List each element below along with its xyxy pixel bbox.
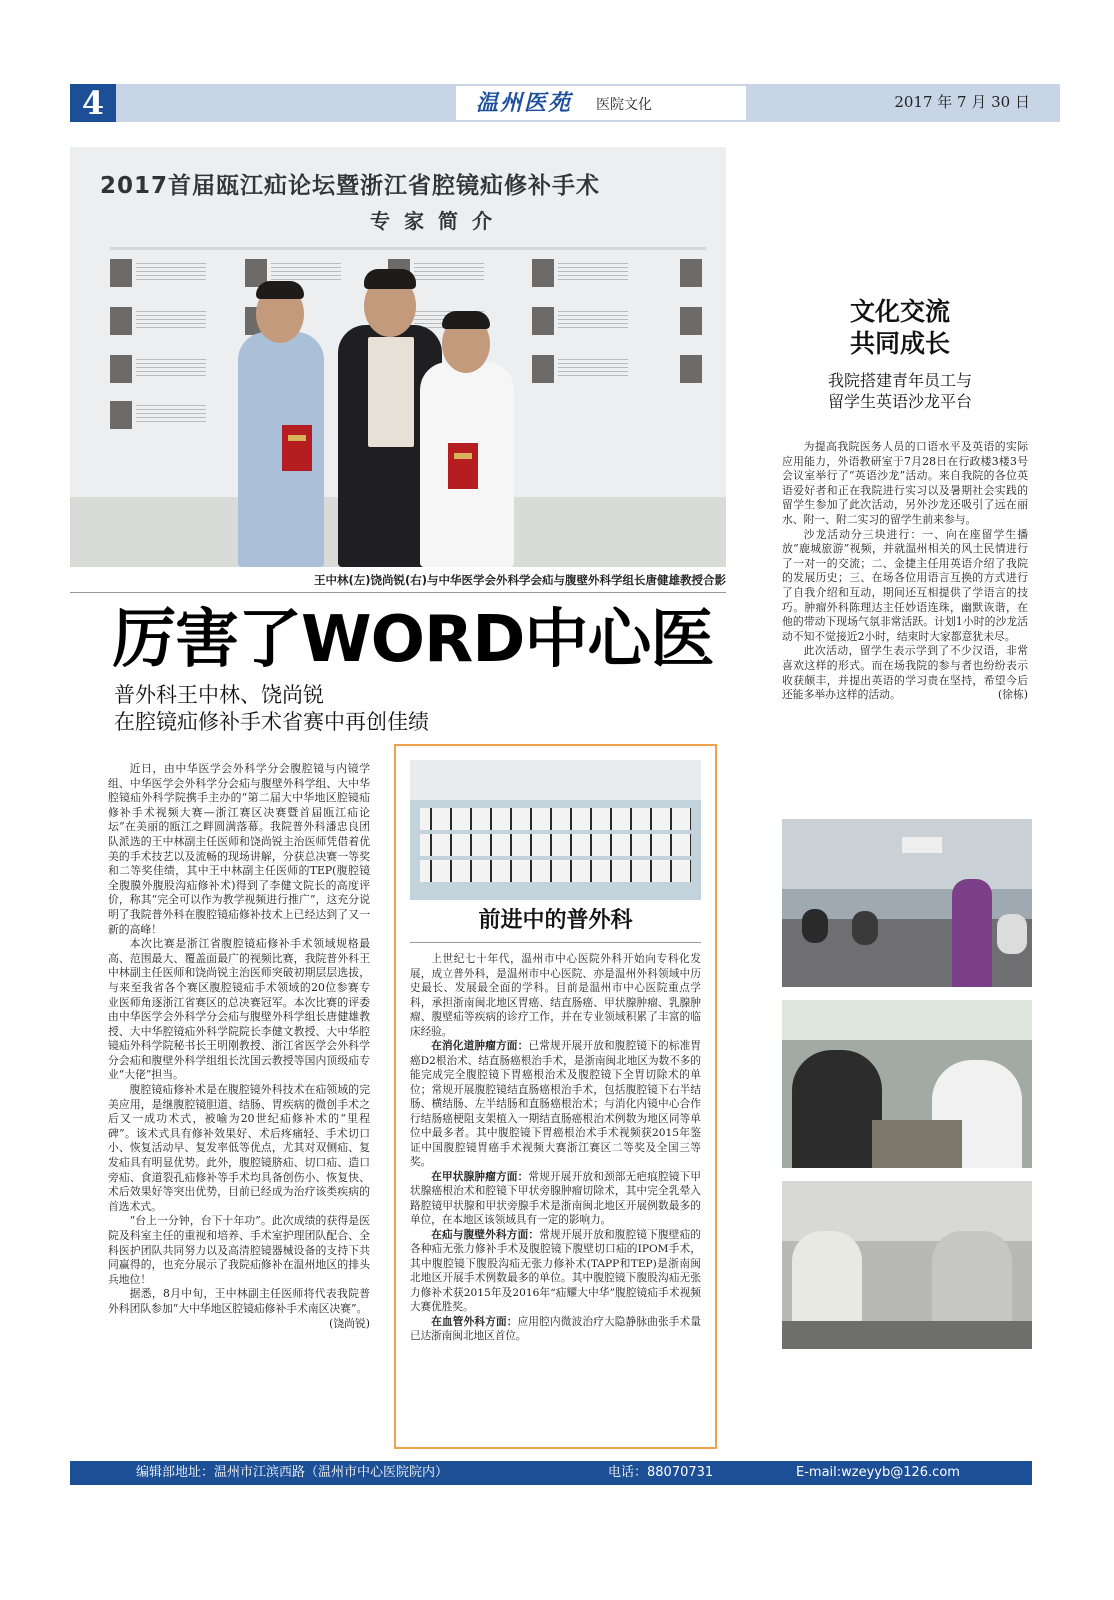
profile-text — [136, 359, 206, 379]
profile-photo — [680, 307, 702, 335]
page-footer — [70, 1461, 1032, 1485]
feature-section-label: 在血管外科方面： — [431, 1315, 518, 1328]
headline: 厉害了WORD中心医 — [112, 603, 714, 677]
attendee — [802, 909, 828, 943]
feature-box — [394, 744, 717, 1449]
presenter — [952, 879, 992, 987]
certificate-right — [448, 443, 478, 489]
table — [782, 1321, 1032, 1349]
feature-section-text: 已常规开展开放和腹腔镜下的标准胃癌D2根治术、结直肠癌根治手术，是浙南闽北地区为数不多的能完成完全腹腔镜下胃癌根治术及腹腔镜下全胃切除术的单位；常规开展腹腔镜结直肠癌根治手术，包括腹腔镜下右半结肠、横结肠、左半结肠和直肠癌根治术；与消化内镜中心合作行结肠癌梗阻支架植入一期结直肠癌根治术例数为地区同等单位中最多者。其中腹腔镜下胃癌根治术手术视频获2015年鉴证中国腹腔镜胃癌手术视频大赛浙江赛区二等奖及全国三等奖。 — [410, 1040, 702, 1168]
side-article-body — [782, 440, 1028, 703]
person-center-shirt — [368, 337, 414, 447]
feature-section-label: 在甲状腺肿瘤方面： — [431, 1170, 529, 1183]
profile-text — [136, 263, 206, 283]
salon-photo-3 — [782, 1181, 1032, 1349]
banner-divider — [110, 247, 706, 250]
profile-photo — [680, 259, 702, 287]
footer-email: E-mail:wzeyyb@126.com — [796, 1465, 960, 1480]
page-header — [70, 84, 1060, 122]
side-title-2: 共同成长 — [849, 329, 950, 358]
footer-address: 编辑部地址：温州市江滨西路（温州市中心医院院内） — [136, 1465, 449, 1480]
side-subtitle-2: 留学生英语沙龙平台 — [827, 392, 972, 411]
person-center-hair — [364, 269, 416, 289]
hero-photo — [70, 147, 726, 567]
person-right-hair — [442, 311, 490, 329]
feature-section — [410, 1039, 701, 1170]
salon-photo-2 — [782, 1000, 1032, 1168]
table — [872, 1120, 962, 1168]
team-photo — [410, 760, 701, 900]
certificate-left — [282, 425, 312, 471]
hero-caption: 王中林(左)饶尚锐(右)与中华医学会外科学会疝与腹壁外科学组长唐健雄教授合影 — [313, 573, 726, 587]
profile-photo — [532, 355, 554, 383]
projector — [902, 837, 942, 853]
banner-title: 2017首届瓯江疝论坛暨浙江省腔镜疝修补手术 — [100, 173, 601, 199]
feature-section-text: 常规开展开放和腹腔镜下腹壁疝的各种疝无张力修补手术及腹腔镜下腹壁切口疝的IPOM手术，其中腹腔镜下腹股沟疝无张力修补术(TAPP和TEP)是浙南闽北地区开展手术例数最多的单位。其中腹腔镜下腹股沟疝无张力修补术获2015年及2016年“疝耀大中华”腹腔镜疝手术视频大赛优胜奖。 — [410, 1228, 702, 1313]
caption-divider — [70, 592, 726, 593]
profile-text — [558, 263, 628, 283]
profile-text — [136, 405, 206, 425]
profile-photo — [680, 355, 702, 383]
article-paragraph: 近日，由中华医学会外科学分会腹腔镜与内镜学组、中华医学会外科学分会疝与腹壁外科学组、大中华腔镜疝外科学院携手主办的“第二届大中华地区腔镜疝修补手术视频大赛—浙江赛区决赛暨首届瓯江疝论坛”在美丽的瓯江之畔圆满落幕。我院普外科潘忠良团队派选的王中林副主任医师和饶尚锐主治医师凭借着优美的手术技艺以及流畅的现场讲解，分获总决赛一等奖和二等奖佳绩，其中王中林副主任医师的TEP(腹腔镜全腹膜外腹股沟疝修补术)得到了李健文院长的高度评价，称其“完全可以作为教学视频进行推广”，这充分说明了我院普外科在腹腔镜疝修补技术上已经达到了又一新的高峰！ — [108, 762, 370, 936]
photo-wall — [782, 1000, 1032, 1040]
profile-text — [558, 359, 628, 379]
side-author: (徐栋) — [997, 688, 1028, 702]
side-paragraph-text: 此次活动，留学生表示学到了不少汉语，非常喜欢这样的形式。而在场我院的参与者也纷纷表示收获颇丰，并提出英语的学习贵在坚持，希望今后还能多举办这样的活动。 — [782, 644, 1028, 702]
article-paragraph — [108, 1287, 370, 1330]
team-row — [420, 860, 691, 882]
profile-text — [271, 263, 341, 283]
banner-subtitle: 专家简介 — [370, 209, 506, 233]
feature-body — [410, 952, 701, 1344]
feature-section-text: 常规开展开放和颈部无疤痕腔镜下甲状腺癌根治术和腔镜下甲状旁腺肿瘤切除术，其中完全乳晕入路腔镜甲状腺和甲状旁腺手术是浙南闽北地区开展例数最多的单位，在本地区该领域具有一定的影响力。 — [410, 1170, 702, 1226]
article-paragraph: 腹腔镜疝修补术是在腹腔镜外科技术在疝领域的完美应用，是继腹腔镜胆道、结肠、胃疾病的微创手术之后又一成功术式，被喻为20世纪疝修补术的“里程碑”。该术式具有修补效果好、术后疼痛轻、手术切口小、恢复活动早、复发率低等优点，尤其对双侧疝、复发疝具有明显优势。此外，腹腔镜脐疝、切口疝、造口旁疝、食道裂孔疝修补等手术均具备创伤小、恢复快、术后效果好等突出优势，目前已经成为治疗该类疾病的首选术式。 — [108, 1083, 370, 1213]
profile-text — [136, 311, 206, 331]
profile-photo — [110, 355, 132, 383]
person-left-hair — [256, 281, 304, 299]
article-paragraph: 本次比赛是浙江省腹腔镜疝修补手术领域规格最高、范围最大、覆盖面最广的视频比赛，我院普外科王中林副主任医师和饶尚锐主治医师突破初期层层选拔，与来至我省各个赛区腹腔镜疝手术领域的20位参赛专业医师角逐浙江省赛区的总决赛冠军。本次比赛的评委由中华医学会外科学分会疝与腹壁外科学组长唐健雄教授、大中华腔镜疝外科学院院长李健文教授、大中华腔镜疝外科学院秘书长王明刚教授、浙江省医学会外科学分会疝和腹壁外科学组组长沈国云教授等国内顶级疝专业“大佬”担当。 — [108, 937, 370, 1082]
feature-section — [410, 1315, 701, 1344]
feature-title-divider — [410, 942, 701, 943]
side-paragraph — [782, 644, 1028, 702]
footer-phone: 电话：88070731 — [608, 1465, 714, 1480]
section-name: 医院文化 — [596, 97, 652, 113]
profile-photo — [110, 401, 132, 429]
profile-text — [558, 311, 628, 331]
issue-date: 2017 年 7 月 30 日 — [894, 93, 1030, 111]
profile-photo — [532, 307, 554, 335]
profile-photo — [110, 259, 132, 287]
feature-section-text: 应用腔内微波治疗大隐静脉曲张手术量已达浙南闽北地区首位。 — [410, 1315, 701, 1342]
profile-text — [414, 263, 484, 283]
salon-photo-1 — [782, 819, 1032, 987]
subheadline-2: 在腔镜疝修补手术省赛中再创佳绩 — [114, 710, 429, 734]
masthead-logo: 温州医苑 — [476, 90, 573, 116]
photo-wall — [782, 819, 1032, 889]
side-paragraph: 沙龙活动分三块进行：一、向在座留学生播放“鹿城旅游”视频，并就温州相关的风土民情进行了一对一的交流；二、金捷主任用英语介绍了我院的发展历史；三、在场各位用语言互换的方式进行了自我介绍和互动，期间还互相提供了学语言的技巧。肿瘤外科陈理达主任妙语连珠，幽默诙谐，在他的带动下现场气氛非常活跃。计划1小时的沙龙活动不知不觉接近2小时，结束时大家都意犹未尽。 — [782, 527, 1028, 643]
attendee — [852, 911, 878, 945]
feature-section-label: 在疝与腹壁外科方面： — [431, 1228, 540, 1241]
student — [792, 1050, 882, 1168]
page-number: 4 — [70, 84, 116, 122]
side-paragraph: 为提高我院医务人员的口语水平及英语的实际应用能力，外语教研室于7月28日在行政楼3楼3号会议室举行了“英语沙龙”活动。来自我院的各位英语爱好者和正在我院进行实习以及暑期社会实践的留学生参加了此次活动，另外沙龙还吸引了远在丽水、附一、附二实习的留学生前来参与。 — [782, 440, 1028, 526]
team-row — [420, 808, 691, 830]
feature-title: 前进中的普外科 — [478, 908, 633, 933]
attendee — [997, 914, 1027, 954]
feature-intro: 上世纪七十年代，温州市中心医院外科开始向专科化发展，成立普外科，是温州市中心医院、亦是温州外科领域中历史最长、发展最全面的学科。目前是温州市中心医院重点学科，承担浙南闽北地区胃癌、结直肠癌、甲状腺肿瘤、乳腺肿瘤、腹壁疝等疾病的诊疗工作，并在专业领域积累了丰富的临床经验。 — [410, 953, 701, 1038]
article-author: (饶尚锐) — [329, 1316, 370, 1330]
feature-section — [410, 1228, 701, 1315]
side-subtitle-1: 我院搭建青年员工与 — [827, 371, 972, 390]
side-title-1: 文化交流 — [849, 297, 950, 326]
masthead-box — [456, 86, 746, 120]
profile-photo — [110, 307, 132, 335]
feature-section-label: 在消化道肿瘤方面： — [431, 1040, 529, 1052]
subheadline-1: 普外科王中林、饶尚锐 — [114, 683, 324, 707]
profile-photo — [532, 259, 554, 287]
team-photo-wall — [410, 760, 701, 800]
main-article — [108, 762, 370, 1331]
feature-section — [410, 1170, 701, 1228]
team-row — [420, 834, 691, 856]
article-paragraph-text: 据悉，8月中旬，王中林副主任医师将代表我院普外科团队参加“大中华地区腔镜疝修补手术南区决赛”。 — [108, 1287, 370, 1315]
article-paragraph: “台上一分钟，台下十年功”。此次成绩的获得是医院及科室主任的重视和培养、手术室护理团队配合、全科医护团队共同努力以及高清腔镜器械设备的支持下共同赢得的，也充分展示了我院疝修补在温州地区的排头兵地位！ — [108, 1214, 370, 1286]
